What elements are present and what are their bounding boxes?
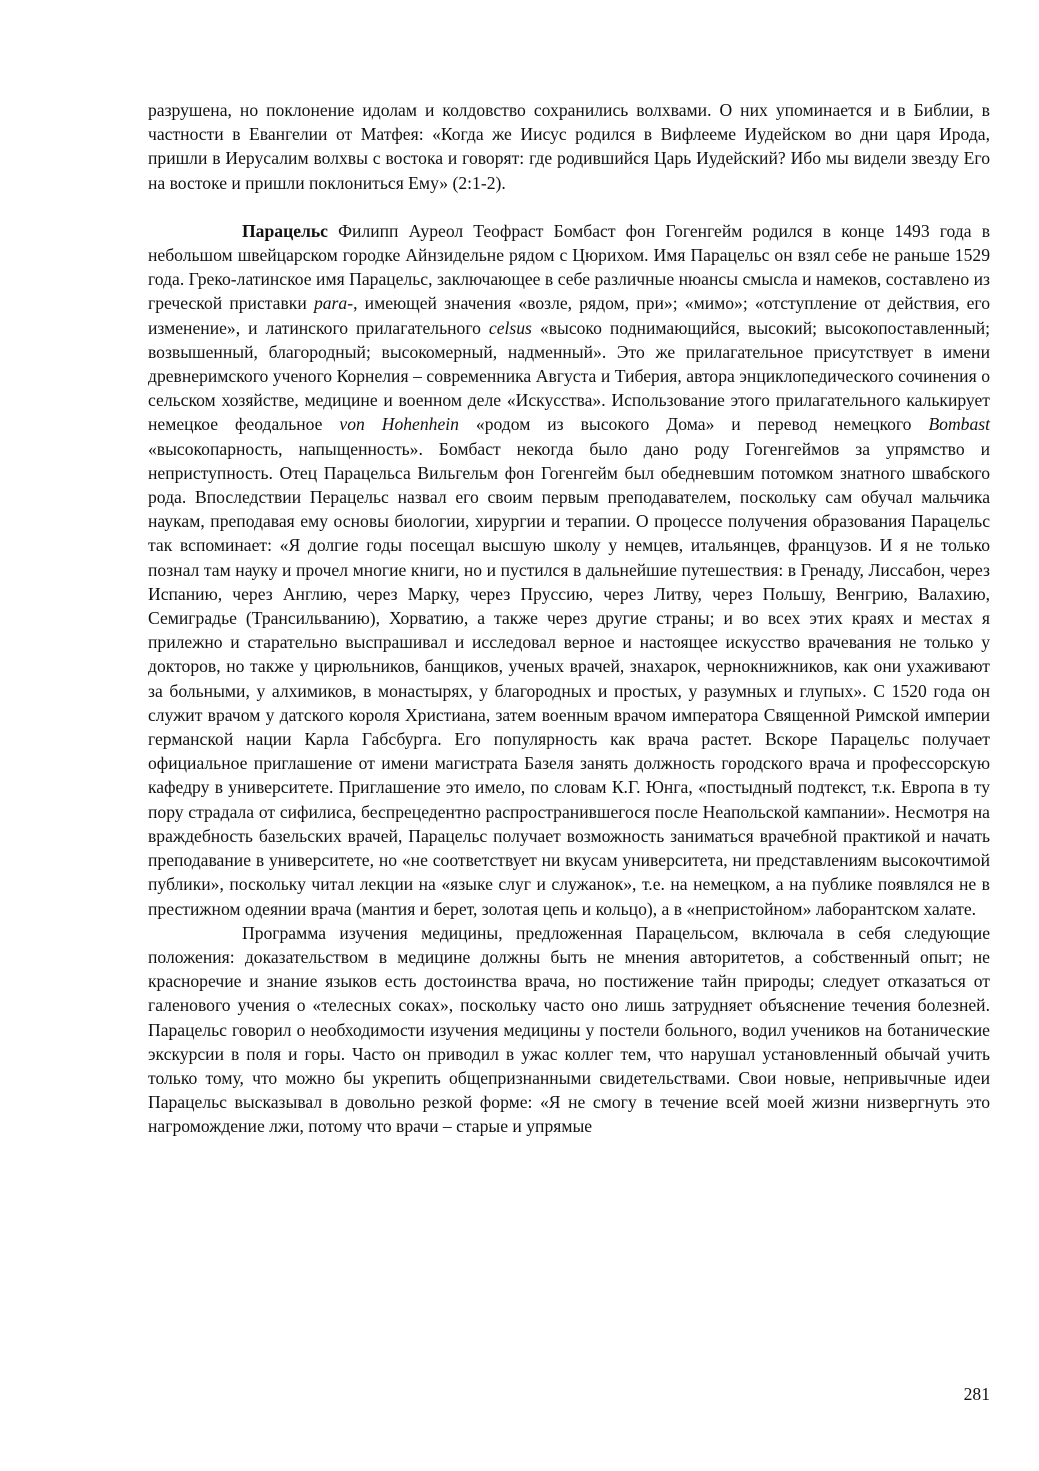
bio-text-3: «высоко поднимающийся, высокий; высокопоставленный; возвышенный, благородный; высокомерный, надменный». Это же прилагательное присутствует в имени древнеримского ученого Корнелия – современника Августа и Тиберия, автора энциклопедического сочинения о сельском хозяйстве, медицине и военном деле «Искусства». Использование этого прилагательного калькирует немецкое феодальное <box>148 317 990 435</box>
paragraph-paracelsus-bio <box>148 219 990 921</box>
paracelsus-bold-name: Парацельс <box>242 220 328 241</box>
bio-text-4: «родом из высокого Дома» и перевод немецкого <box>458 414 929 435</box>
bio-text-5: «высокопарность, напыщенность». Бомбаст некогда было дано роду Гогенгеймов за упрямство и неприступность. Отец Парацельса Вильгельм фон Гогенгейм был обедневшим потомком знатного швабского рода. Впоследствии Перацельс назвал его своим первым преподавателем, поскольку сам обучал мальчика наукам, преподавая ему основы биологии, хирургии и терапии. О процессе получения образования Парацельс так вспоминает: «Я долгие годы посещал высшую школу у немцев, итальянцев, французов. И я не только познал там науку и прочел многие книги, но и пустился в дальнейшие путешествия: в Гренаду, Лиссабон, через Испанию, через Англию, через Марку, через Пруссию, через Литву, через Польшу, Венгрию, Валахию, Семиградье (Трансильванию), Хорватию, а также через другие страны; и во всех этих краях и местах я прилежно и старательно выспрашивал и исследовал верное и настоящее искусство врачевания не только у докторов, но также у цирюльников, банщиков, ученых врачей, знахарок, чернокнижников, как они ухаживают за больными, у алхимиков, в монастырях, у благородных и простых, у разумных и глупых». С 1520 года он служит врачом у датского короля Христиана, затем военным врачом императора Священной Римской империи германской нации Карла Габсбурга. Его популярность как врача растет. Вскоре Парацельс получает официальное приглашение от имени магистрата Базеля занять должность городского врача и профессорскую кафедру в университете. Приглашение это имело, по словам К.Г. Юнга, «постыдный подтекст, т.к. Европа в ту пору страдала от сифилиса, беспрецедентно распространившегося после Неапольской кампании». Несмотря на враждебность базельских врачей, Парацельс получает возможность заниматься врачебной практикой и начать преподавание в университете, но «не соответствует ни вкусам университета, ни представлениям высокочтимой публики», поскольку читал лекции на «языке слуг и служанок», т.е. на немецком, а на публике появлялся не в престижном одеянии врача (мантия и берет, золотая цепь и кольцо), а в «непристойном» лаборантском халате. <box>148 438 990 919</box>
italic-para: para- <box>313 293 354 314</box>
italic-bombast: Bombast <box>928 414 991 435</box>
bio-text-1: Филипп Ауреол Теофраст Бомбаст фон Гогенгейм родился в конце 1493 года в небольшом швейцарском городке Айнзидельне рядом с Цюрихом. Имя Парацельс он взял себе не раньше 1529 года. Греко-латинское имя Парацельс, заключающее в себе различные нюансы смысла и намеков, составлено из греческой приставки <box>148 220 990 314</box>
paragraph-magi: разрушена, но поклонение идолам и колдовство сохранились волхвами. О них упоминается и в Библии, в частности в Евангелии от Матфея: «Когда же Иисус родился в Вифлееме Иудейском во дни царя Ирода, пришли в Иерусалим волхвы с востока и говорят: где родившийся Царь Иудейский? Ибо мы видели звезду Его на востоке и пришли поклониться Ему» (2:1-2). <box>148 100 990 193</box>
paragraph-gap <box>148 195 990 219</box>
page-number: 281 <box>963 1384 990 1404</box>
paragraph-medical-program: Программа изучения медицины, предложенная Парацельсом, включала в себя следующие положения: доказательством в медицине должны быть не мнения авторитетов, а собственный опыт; не красноречие и знание языков есть достоинства врача, но постижение тайн природы; следует отказаться от галенового учения о «телесных соках», поскольку часто оно лишь затрудняет объяснение течения болезней. Парацельс говорил о необходимости изучения медицины у постели больного, водил учеников на ботанические экскурсии в поля и горы. Часто он приводил в ужас коллег тем, что нарушал установленный обычай учить только тому, что можно бы укрепить общепризнанными свидетельствами. Свои новые, непривычные идеи Парацельс высказывал в довольно резкой форме: «Я не смогу в течение всей моей жизни низвергнуть это нагромождение лжи, потому что врачи – старые и упрямые <box>148 922 990 1137</box>
page-body <box>148 98 990 1139</box>
bio-text-2: , имеющей значения «возле, рядом, при»; «мимо»; «отступление от действия, его изменение», и латинского прилагательного <box>148 293 990 338</box>
italic-celsus: celsus <box>488 317 532 338</box>
italic-von-hohenhein: von Hohenhein <box>339 414 459 435</box>
